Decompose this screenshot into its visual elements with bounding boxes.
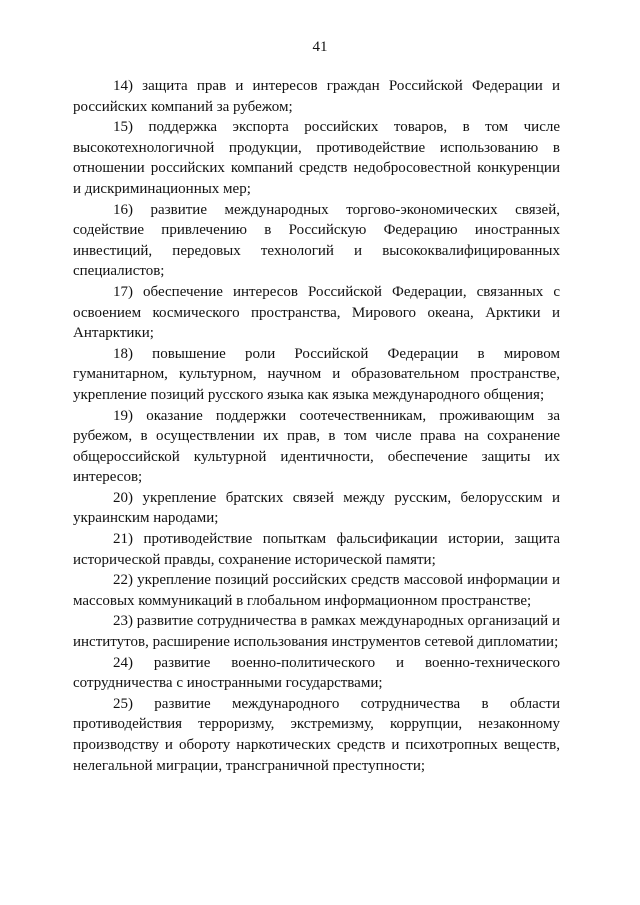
list-item-15: 15) поддержка экспорта российских товаров, в том числе высокотехнологичной продукции, противодействие использованию в отношении российских компаний средств недобросовестной конкуренции и дискриминационных мер; [73,119,560,197]
list-item-19: 19) оказание поддержки соотечественникам, проживающим за рубежом, в осуществлении их прав, в том числе права на сохранение общероссийской культурной идентичности, обеспечение защиты их интересов; [73,407,560,486]
list-item-22: 22) укрепление позиций российских средств массовой информации и массовых коммуникаций в глобальном информационном пространстве; [73,572,560,609]
document-body [73,76,560,776]
page-number: 41 [312,39,328,55]
list-item-21: 21) противодействие попыткам фальсификации истории, защита исторической правды, сохранение исторической памяти; [73,531,560,568]
list-item-18: 18) повышение роли Российской Федерации в мировом гуманитарном, культурном, научном и образовательном пространстве, укрепление позиций русского языка как языка международного общения; [73,345,560,403]
list-item-20: 20) укрепление братских связей между русским, белорусским и украинским народами; [73,489,560,527]
list-item-16: 16) развитие международных торгово-экономических связей, содействие привлечению в Российскую Федерацию иностранных инвестиций, передовых технологий и высококвалифицированных специалистов; [73,201,560,280]
list-item-24: 24) развитие военно-политического и военно-технического сотрудничества с иностранными государствами; [73,654,560,692]
list-item-23: 23) развитие сотрудничества в рамках международных организаций и институтов, расширение использования инструментов сетевой дипломатии; [73,613,560,651]
list-item-17: 17) обеспечение интересов Российской Федерации, связанных с освоением космического пространства, Мирового океана, Арктики и Антарктики; [73,283,560,342]
list-item-14: 14) защита прав и интересов граждан Российской Федерации и российских компаний за рубежом; [73,78,560,115]
list-item-25: 25) развитие международного сотрудничества в области противодействия терроризму, экстремизму, коррупции, незаконному производству и обороту наркотических средств и психотропных веществ, нелегальной миграции, трансграничной преступности; [73,695,560,774]
